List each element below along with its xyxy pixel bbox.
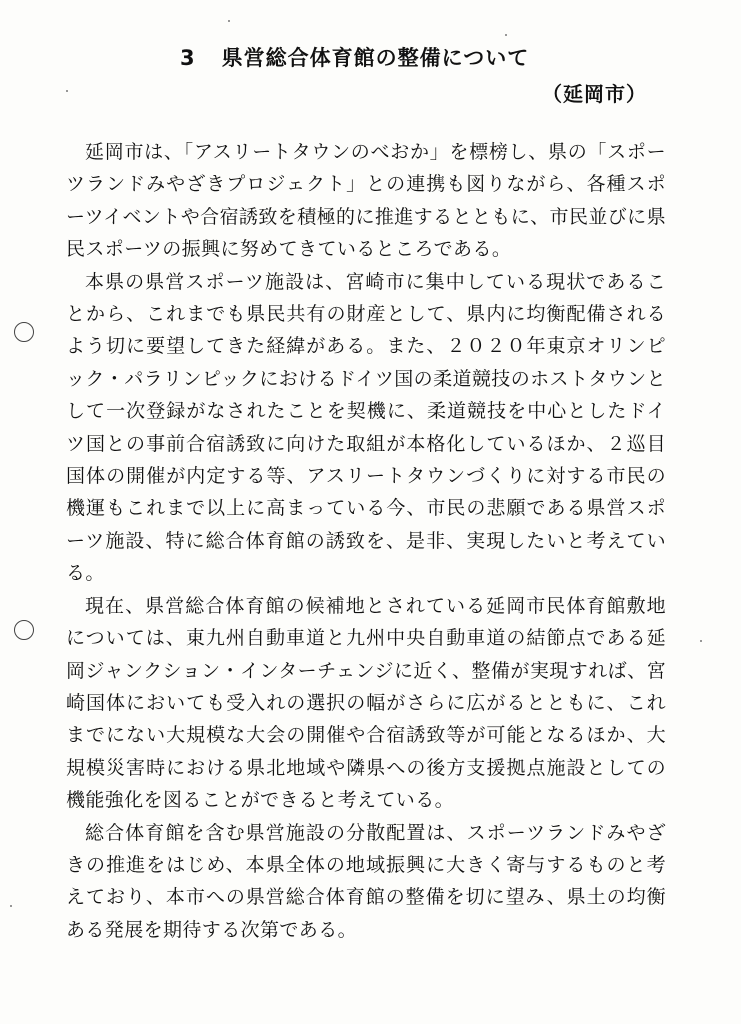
scan-speck (66, 90, 68, 92)
binder-hole-icon (14, 620, 34, 640)
binder-hole-icon (14, 322, 34, 342)
paragraph: 延岡市は、「アスリートタウンのべおか」を標榜し、県の「スポーツランドみやざきプロジェクト」との連携も図りながら、各種スポーツイベントや合宿誘致を積極的に推進するとともに、市民並びに県民スポーツの振興に努めてきているところである。 (66, 141, 666, 261)
city-name: （延岡市） (542, 82, 647, 106)
body-text (66, 136, 666, 946)
page-title (180, 42, 529, 72)
paragraph: 本県の県営スポーツ施設は、宮崎市に集中している現状であることから、これまでも県民共有の財産として、県内に均衡配備されるよう切に要望してきた経緯がある。また、２０２０年東京オリンピック・パラリンピックにおけるドイツ国の柔道競技のホストタウンとして一次登録がなされたことを契機に、柔道競技を中心としたドイツ国との事前合宿誘致に向けた取組が本格化しているほか、２巡目国体の開催が内定する等、アスリートタウンづくりに対する市民の機運もこれまで以上に高まっている今、市民の悲願である県営スポーツ施設、特に総合体育館の誘致を、是非、実現したいと考えている。 (66, 270, 666, 585)
scan-speck (505, 34, 507, 36)
section-number: 3 (180, 46, 196, 70)
scan-speck (10, 905, 12, 907)
scan-speck (228, 20, 230, 22)
section-title: 県営総合体育館の整備について (221, 46, 530, 70)
paragraph: 総合体育館を含む県営施設の分散配置は、スポーツランドみやざきの推進をはじめ、本県全体の地域振興に大きく寄与するものと考えており、本市への県営総合体育館の整備を切に望み、県土の均衡ある発展を期待する次第である。 (66, 821, 666, 941)
scan-speck (700, 640, 702, 642)
paragraph: 現在、県営総合体育館の候補地とされている延岡市民体育館敷地については、東九州自動車道と九州中央自動車道の結節点である延岡ジャンクション・インターチェンジに近く、整備が実現すれば、宮崎国体においても受入れの選択の幅がさらに広がるとともに、これまでにない大規模な大会の開催や合宿誘致等が可能となるほか、大規模災害時における県北地域や隣県への後方支援拠点施設としての機能強化を図ることができると考えている。 (66, 594, 666, 812)
